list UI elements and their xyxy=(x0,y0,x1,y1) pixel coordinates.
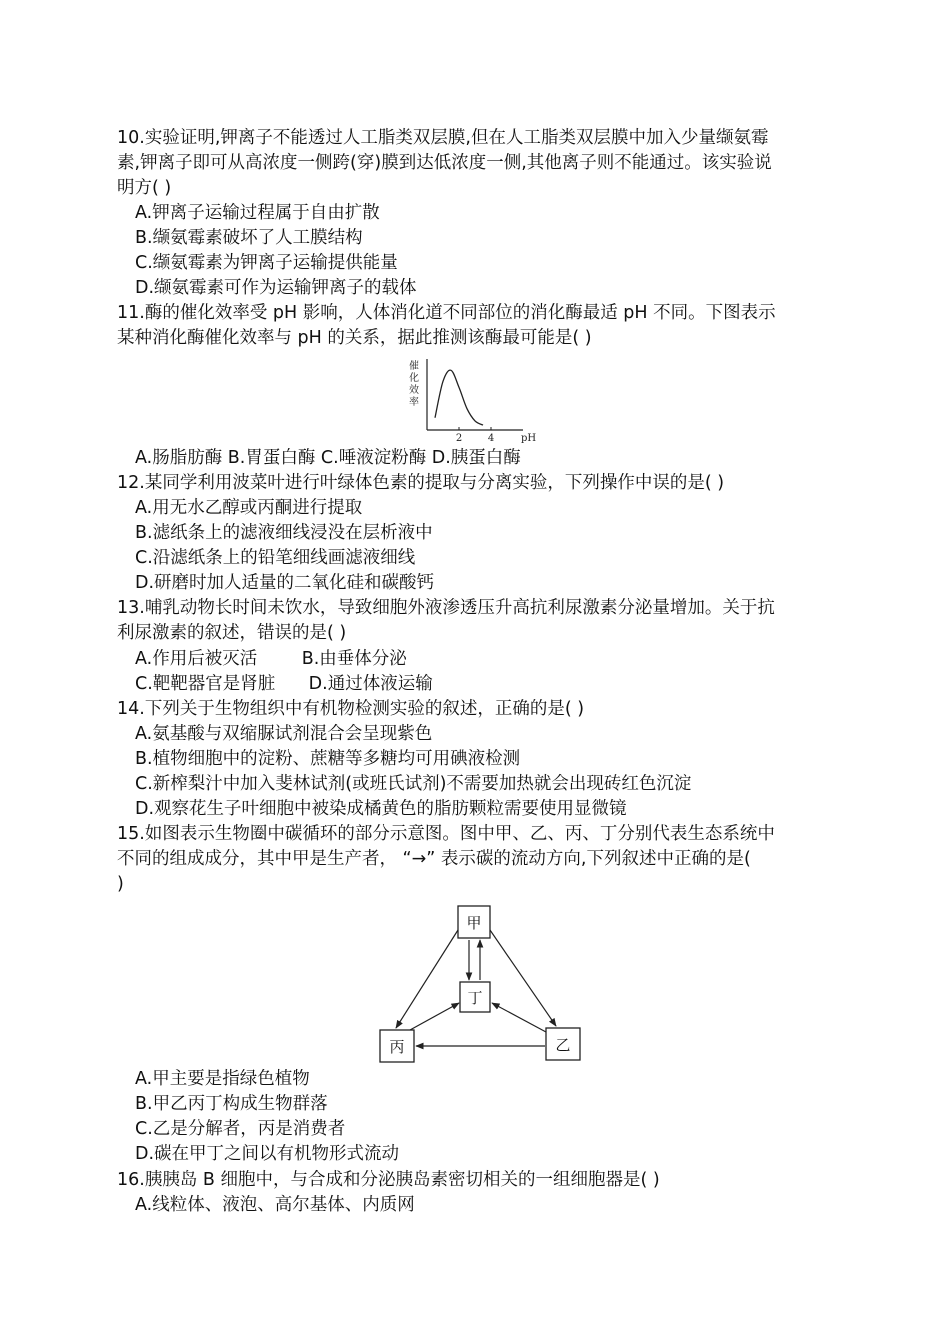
q10-stem-line-3: 明方( ) xyxy=(117,178,172,198)
box-ding-label: 丁 xyxy=(467,989,483,1007)
arrow-jia-to-bing xyxy=(396,930,458,1028)
q10-option-a: A.钾离子运输过程属于自由扩散 xyxy=(135,203,380,223)
q16-stem-line-1: 16.胰胰岛 B 细胞中，与合成和分泌胰岛素密切相关的一组细胞器是( ) xyxy=(117,1170,660,1190)
box-bing-label: 丙 xyxy=(389,1038,405,1056)
carbon-cycle-diagram xyxy=(370,900,590,1068)
q15-stem-line-2: 不同的组成成分，其中甲是生产者， “→” 表示碳的流动方向,下列叙述中正确的是( xyxy=(117,849,751,869)
q10-option-c: C.缬氨霉素为钾离子运输提供能量 xyxy=(135,253,398,273)
q14-option-c: C.新榨梨汁中加入斐林试剂(或班氏试剂)不需要加热就会出现砖红色沉淀 xyxy=(135,774,692,794)
q15-option-b: B.甲乙丙丁构成生物群落 xyxy=(135,1094,328,1114)
q14-stem-line-1: 14.下列关于生物组织中有机物检测实验的叙述，正确的是( ) xyxy=(117,699,585,719)
q16-option-a: A.线粒体、液泡、高尔基体、内质网 xyxy=(135,1195,415,1215)
q12-option-c: C.沿滤纸条上的铅笔细线画滤液细线 xyxy=(135,548,416,568)
q15-stem-line-3: ) xyxy=(117,874,124,894)
chart-ylabel-char-3: 效 xyxy=(409,385,419,396)
chart-ylabel-char-2: 化 xyxy=(409,373,419,384)
enzyme-ph-chart xyxy=(405,355,545,445)
chart-ylabel-char-1: 催 xyxy=(409,361,419,372)
q15-stem-line-1: 15.如图表示生物圈中碳循环的部分示意图。图中甲、乙、丙、丁分别代表生态系统中 xyxy=(117,824,775,844)
q12-option-a: A.用无水乙醇或丙酮进行提取 xyxy=(135,498,363,518)
arrow-jia-to-yi xyxy=(490,930,556,1026)
q10-stem-line-1: 10.实验证明,钾离子不能透过人工脂类双层膜,但在人工脂类双层膜中加入少量缬氨霉 xyxy=(117,128,769,148)
q13-options-ab: A.作用后被灭活 B.由垂体分泌 xyxy=(135,649,407,669)
box-yi-label: 乙 xyxy=(555,1036,571,1054)
q10-option-b: B.缬氨霉素破坏了人工膜结构 xyxy=(135,228,363,248)
chart-series-line xyxy=(435,370,483,425)
q13-stem-line-1: 13.哺乳动物长时间未饮水，导致细胞外液渗透压升高抗利尿激素分泌量增加。关于抗 xyxy=(117,598,775,618)
q15-option-d: D.碳在甲丁之间以有机物形式流动 xyxy=(135,1144,400,1164)
q14-option-b: B.植物细胞中的淀粉、蔗糖等多糖均可用碘液检测 xyxy=(135,749,521,769)
q15-option-c: C.乙是分解者，丙是消费者 xyxy=(135,1119,346,1139)
q11-stem-line-1: 11.酶的催化效率受 pH 影响，人体消化道不同部位的消化酶最适 pH 不同。下图表示 xyxy=(117,303,776,323)
q13-options-cd: C.靶靶器官是肾脏 D.通过体液运输 xyxy=(135,674,433,694)
q12-stem-line-1: 12.某同学利用波菜叶进行叶绿体色素的提取与分离实验，下列操作中误的是( ) xyxy=(117,473,725,493)
arrow-bing-to-ding xyxy=(410,1003,459,1030)
q14-option-d: D.观察花生子叶细胞中被染成橘黄色的脂肪颗粒需要使用显微镜 xyxy=(135,799,627,819)
chart-tick-label-2: 2 xyxy=(455,433,463,444)
q12-option-d: D.研磨时加人适量的二氧化硅和碳酸钙 xyxy=(135,573,435,593)
q13-stem-line-2: 利尿激素的叙述，错误的是( ) xyxy=(117,623,347,643)
q15-option-a: A.甲主要是指绿色植物 xyxy=(135,1069,310,1089)
chart-ylabel-char-4: 率 xyxy=(409,397,419,408)
q10-stem-line-2: 素,钾离子即可从高浓度一侧跨(穿)膜到达低浓度一侧,其他离子则不能通过。该实验说 xyxy=(117,153,772,173)
box-jia-label: 甲 xyxy=(466,914,482,932)
arrow-yi-to-ding xyxy=(492,1003,546,1032)
chart-tick-label-4: 4 xyxy=(487,433,495,444)
chart-xlabel: pH xyxy=(521,433,537,444)
q11-options: A.肠脂肪酶 B.胃蛋白酶 C.唾液淀粉酶 D.胰蛋白酶 xyxy=(135,448,521,468)
q11-stem-line-2: 某种消化酶催化效率与 pH 的关系，据此推测该酶最可能是( ) xyxy=(117,328,592,348)
q10-option-d: D.缬氨霉素可作为运输钾离子的载体 xyxy=(135,278,417,298)
q12-option-b: B.滤纸条上的滤液细线浸没在层析液中 xyxy=(135,523,433,543)
q14-option-a: A.氨基酸与双缩脲试剂混合会呈现紫色 xyxy=(135,724,433,744)
